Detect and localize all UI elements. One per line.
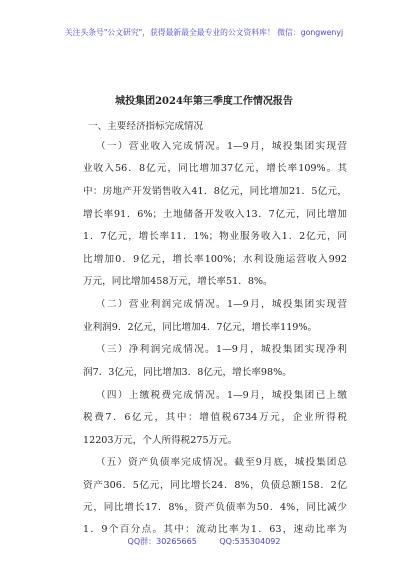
header-promo-note: 关注头条号"公文研究"，获得最新最全最专业的公文资料库！ 微信：gongwenyj bbox=[64, 28, 344, 37]
paragraph-line: 12203万元，个人所得税275万元。 bbox=[83, 435, 238, 446]
footer-qq-group: QQ群：30265665 bbox=[127, 537, 197, 546]
footer-qq: QQ:535304092 bbox=[219, 537, 281, 546]
paragraph-line: 业收入56．8亿元，同比增加37亿元，增长率109%。其 bbox=[83, 163, 347, 174]
document-title: 城投集团2024年第三季度工作情况报告 bbox=[115, 96, 293, 107]
paragraph-line: （二）营业利润完成情况。1—9月，城投集团实现营 bbox=[96, 299, 347, 310]
paragraph-line: （三）净利润完成情况。1—9月，城投集团实现净利 bbox=[96, 344, 347, 355]
paragraph-line: 增长率91．6%；土地储备开发收入13．7亿元，同比增加 bbox=[83, 209, 347, 220]
paragraph-line: 万元，同比增加458万元，增长率51．8%。 bbox=[83, 276, 273, 287]
paragraph-line: 资产306．5亿元，同比增长24．8%，负债总额158．2亿 bbox=[83, 480, 347, 491]
paragraph-line: 比增加0．9亿元，增长率100%；水利设施运营收入992 bbox=[83, 254, 347, 265]
paragraph-line: （四）上缴税费完成情况。1—9月，城投集团已上缴 bbox=[96, 390, 347, 401]
paragraph-line: 1．7亿元，增长率11．1%；物业服务收入1．2亿元，同 bbox=[83, 231, 347, 242]
paragraph-line: 1．9个百分点。其中：流动比率为1．63，速动比率为 bbox=[83, 524, 347, 535]
paragraph-line: 中：房地产开发销售收入41．8亿元，同比增加21．5亿元， bbox=[83, 186, 347, 197]
footer-contacts bbox=[0, 536, 408, 547]
section-heading: 一、主要经济指标完成情况 bbox=[88, 121, 204, 132]
paragraph-line: 业利润9．2亿元，同比增加4．7亿元，增长率119%。 bbox=[83, 322, 318, 333]
paragraph-line: （一）营业收入完成情况。1—9月，城投集团实现营 bbox=[96, 141, 347, 152]
paragraph-line: （五）资产负债率完成情况。截至9月底，城投集团总 bbox=[96, 457, 347, 468]
paragraph-line: 元，同比增长17．8%，资产负债率为50．4%，同比减少 bbox=[83, 502, 347, 513]
paragraph-line: 润7．3亿元，同比增加3．8亿元，增长率98%。 bbox=[83, 367, 292, 378]
paragraph-line: 税费7．6亿元，其中：增值税6734万元，企业所得税 bbox=[83, 412, 347, 423]
